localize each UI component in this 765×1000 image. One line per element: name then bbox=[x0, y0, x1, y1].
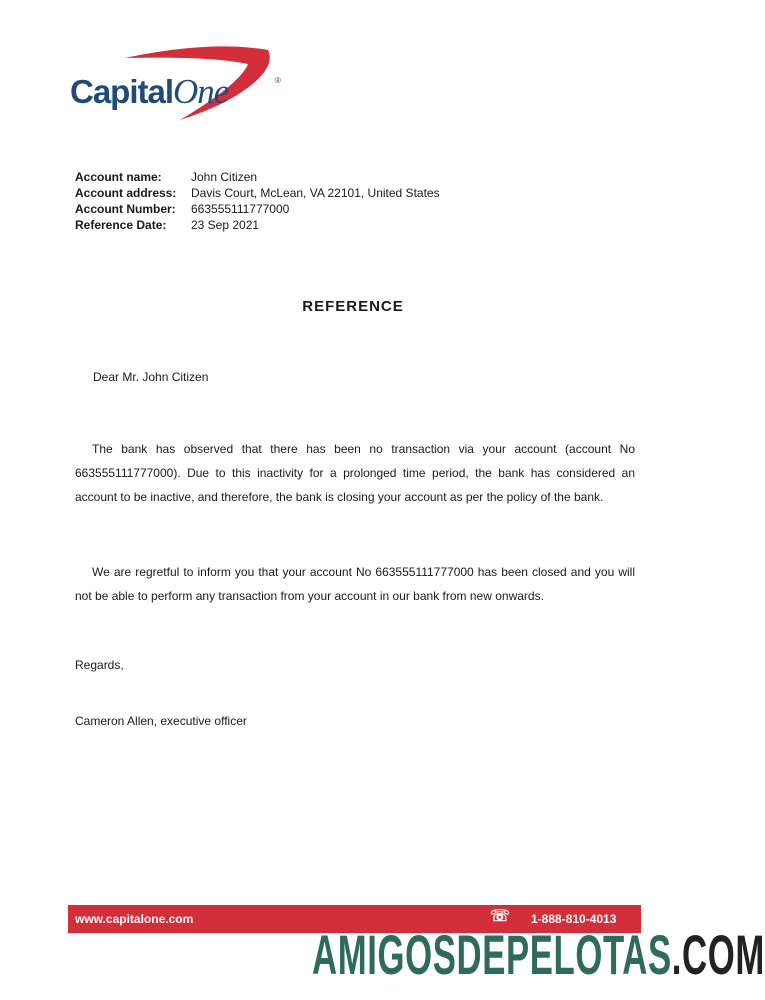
website-link[interactable]: www.capitalone.com bbox=[75, 912, 194, 926]
paragraph-1: The bank has observed that there has been no transaction via your account (account No 663555111777000). Due to this inactivity for a prolonged time period, the bank has considered an account to be inactive, and therefore, the bank is closing your account as per the policy of the bank. bbox=[75, 442, 635, 504]
watermark-suffix: .COM bbox=[671, 923, 765, 986]
label: Account name: bbox=[75, 170, 162, 184]
reference-date-row bbox=[75, 217, 440, 233]
logo-wordmark bbox=[70, 72, 228, 112]
value: Davis Court, McLean, VA 22101, United States bbox=[191, 186, 440, 200]
watermark-main: AMIGOSDEPELOTAS bbox=[312, 923, 672, 986]
account-name-row bbox=[75, 169, 440, 185]
greeting: Dear Mr. John Citizen bbox=[93, 370, 209, 384]
closing: Regards, bbox=[75, 658, 124, 672]
value: John Citizen bbox=[191, 170, 258, 184]
phone-number: 1-888-810-4013 bbox=[531, 912, 617, 926]
document-title: REFERENCE bbox=[302, 298, 404, 315]
label: Reference Date: bbox=[75, 218, 167, 232]
signature: Cameron Allen, executive officer bbox=[75, 714, 247, 728]
value: 663555111777000 bbox=[191, 202, 290, 216]
logo-text-capital: Capital bbox=[70, 73, 174, 110]
registered-mark: ® bbox=[275, 76, 281, 85]
paragraph-2: We are regretful to inform you that your account No 663555111777000 has been closed and you will not be able to perform any transaction from your account in our bank from new onwards. bbox=[75, 565, 635, 603]
value: 23 Sep 2021 bbox=[191, 218, 260, 232]
label: Account Number: bbox=[75, 202, 176, 216]
label: Account address: bbox=[75, 186, 177, 200]
account-number-row bbox=[75, 201, 440, 217]
capital-one-logo bbox=[70, 44, 290, 124]
account-address-row bbox=[75, 185, 440, 201]
watermark bbox=[312, 922, 765, 987]
logo-text-one: One bbox=[173, 72, 229, 111]
account-info bbox=[75, 169, 440, 233]
telephone-icon: ☏ bbox=[490, 908, 511, 925]
